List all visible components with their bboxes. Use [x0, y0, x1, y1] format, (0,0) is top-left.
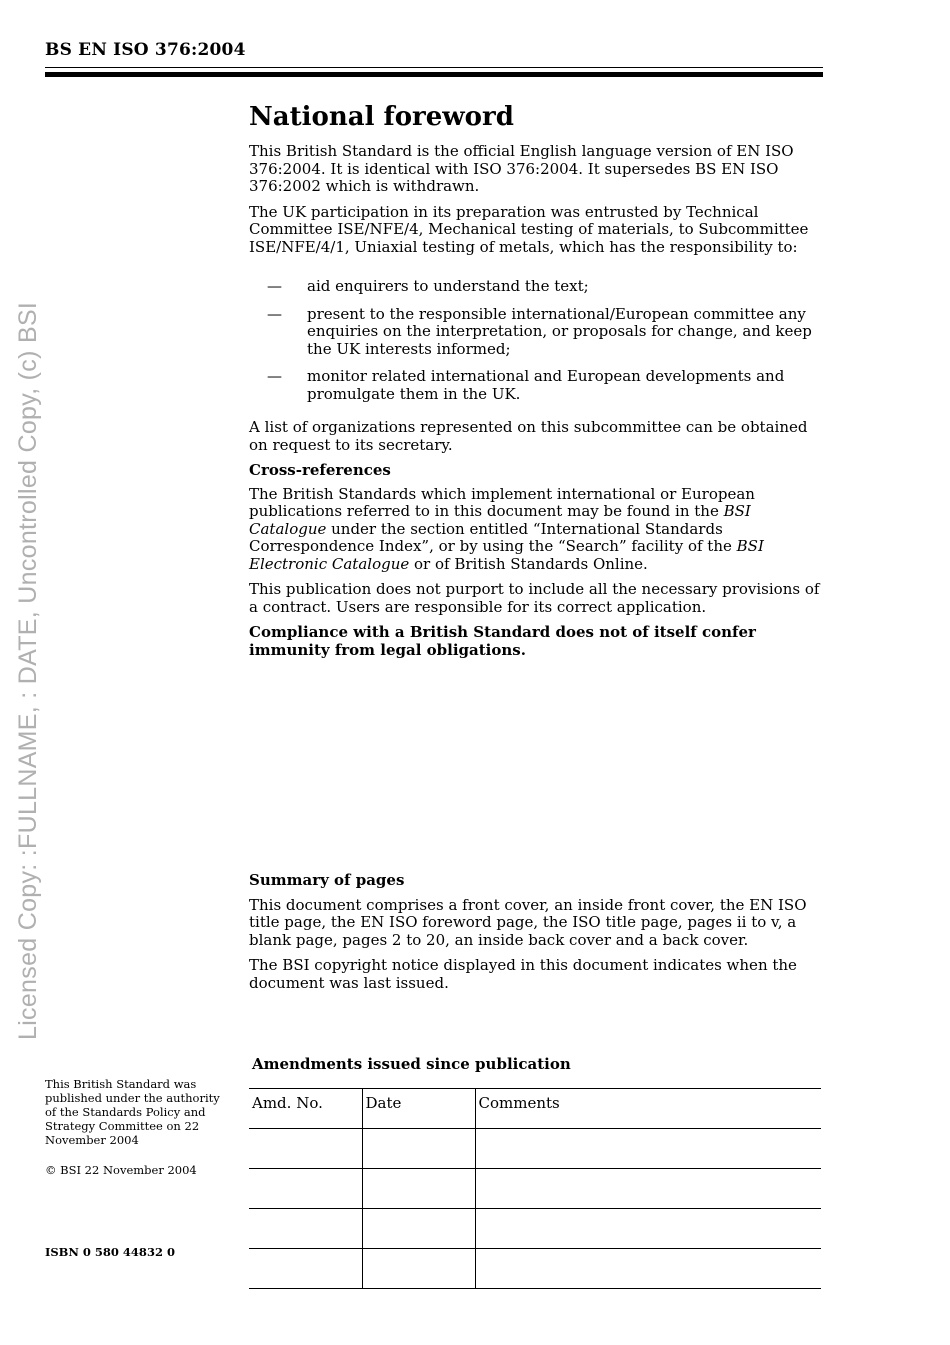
summary-of-pages	[249, 872, 825, 1000]
dash-bullet: —	[267, 304, 282, 323]
crossref-text-2: under the section entitled “International Standards Correspondence Index”, or by using the “Search” facility of the	[249, 519, 737, 555]
foreword-para-1: This British Standard is the official English language version of EN ISO 376:2004. It is identical with ISO 376:2004. It supersedes BS EN ISO 376:2002 which is withdrawn.	[249, 142, 794, 195]
list-item-text: present to the responsible international/European committee any enquiries on the interpretation, or proposals for change, and keep the UK interests informed;	[307, 304, 812, 358]
column-header-date: Date	[362, 1089, 475, 1129]
table-cell	[362, 1129, 475, 1169]
table-cell	[249, 1169, 362, 1209]
foreword-title: National foreword	[249, 102, 514, 132]
table-row	[249, 1129, 821, 1169]
table-row	[249, 1249, 821, 1289]
compliance-statement: Compliance with a British Standard does not of itself confer immunity from legal obligations.	[249, 623, 756, 659]
national-foreword	[249, 100, 825, 667]
table-header-row	[249, 1089, 821, 1129]
table-cell	[362, 1169, 475, 1209]
summary-heading: Summary of pages	[249, 871, 405, 889]
crossref-text-1: The British Standards which implement international or European publications referred to in this document may be found in the	[249, 484, 755, 520]
foreword-para-4: This publication does not purport to include all the necessary provisions of a contract. Users are responsible for its correct application.	[249, 580, 820, 616]
standard-number: BS EN ISO 376:2004	[45, 40, 246, 60]
list-item	[249, 306, 825, 359]
crossref-paragraph	[249, 486, 825, 574]
bsi-catalogue-ref: BSI Catalogue	[249, 502, 751, 538]
dash-bullet: —	[267, 277, 282, 295]
table-cell	[362, 1209, 475, 1249]
table-row	[249, 1169, 821, 1209]
crossref-heading: Cross-references	[249, 461, 391, 479]
list-item-text: monitor related international and European developments and promulgate them in the UK.	[307, 367, 785, 403]
license-watermark: Licensed Copy: :FULLNAME, : DATE, Uncontrolled Copy, (c) BSI	[14, 301, 42, 1040]
amendments-table	[249, 1088, 821, 1289]
table-cell	[362, 1249, 475, 1289]
table-cell	[249, 1129, 362, 1169]
foreword-para-3: A list of organizations represented on this subcommittee can be obtained on request to its secretary.	[249, 418, 808, 454]
foreword-para-2: The UK participation in its preparation was entrusted by Technical Committee ISE/NFE/4, Mechanical testing of materials, to Subcommittee ISE/NFE/4/1, Uniaxial testing of metals, which has the responsibility to:	[249, 202, 809, 256]
summary-para-2: The BSI copyright notice displayed in this document indicates when the document was last issued.	[249, 956, 797, 992]
copyright-note: © BSI 22 November 2004	[45, 1163, 197, 1177]
list-item	[249, 278, 825, 296]
header-rule-thick	[45, 72, 823, 77]
bsi-electronic-catalogue-ref: BSI Electronic Catalogue	[249, 537, 764, 573]
amendments-title: Amendments issued since publication	[252, 1055, 571, 1073]
summary-para-1: This document comprises a front cover, an inside front cover, the EN ISO title page, the EN ISO foreword page, the ISO title page, pages ii to v, a blank page, pages 2 to 20, an inside back cover and a back cover.	[249, 895, 807, 949]
authority-note: This British Standard was published under the authority of the Standards Policy and Strategy Committee on 22 November 2004	[45, 1077, 220, 1147]
list-item-text: aid enquirers to understand the text;	[307, 277, 589, 295]
isbn: ISBN 0 580 44832 0	[45, 1245, 175, 1259]
table-cell	[249, 1249, 362, 1289]
table-cell	[249, 1209, 362, 1249]
crossref-text-3: or of British Standards Online.	[409, 554, 648, 573]
table-cell	[475, 1169, 821, 1209]
table-cell	[475, 1209, 821, 1249]
header-rule-thin	[45, 67, 823, 68]
table-cell	[475, 1129, 821, 1169]
list-item	[249, 368, 825, 403]
responsibility-list	[249, 278, 825, 403]
publication-note	[45, 1077, 230, 1193]
table-row	[249, 1209, 821, 1249]
dash-bullet: —	[267, 367, 282, 385]
column-header-amd-no: Amd. No.	[249, 1089, 362, 1129]
table-cell	[475, 1249, 821, 1289]
column-header-comments: Comments	[475, 1089, 821, 1129]
